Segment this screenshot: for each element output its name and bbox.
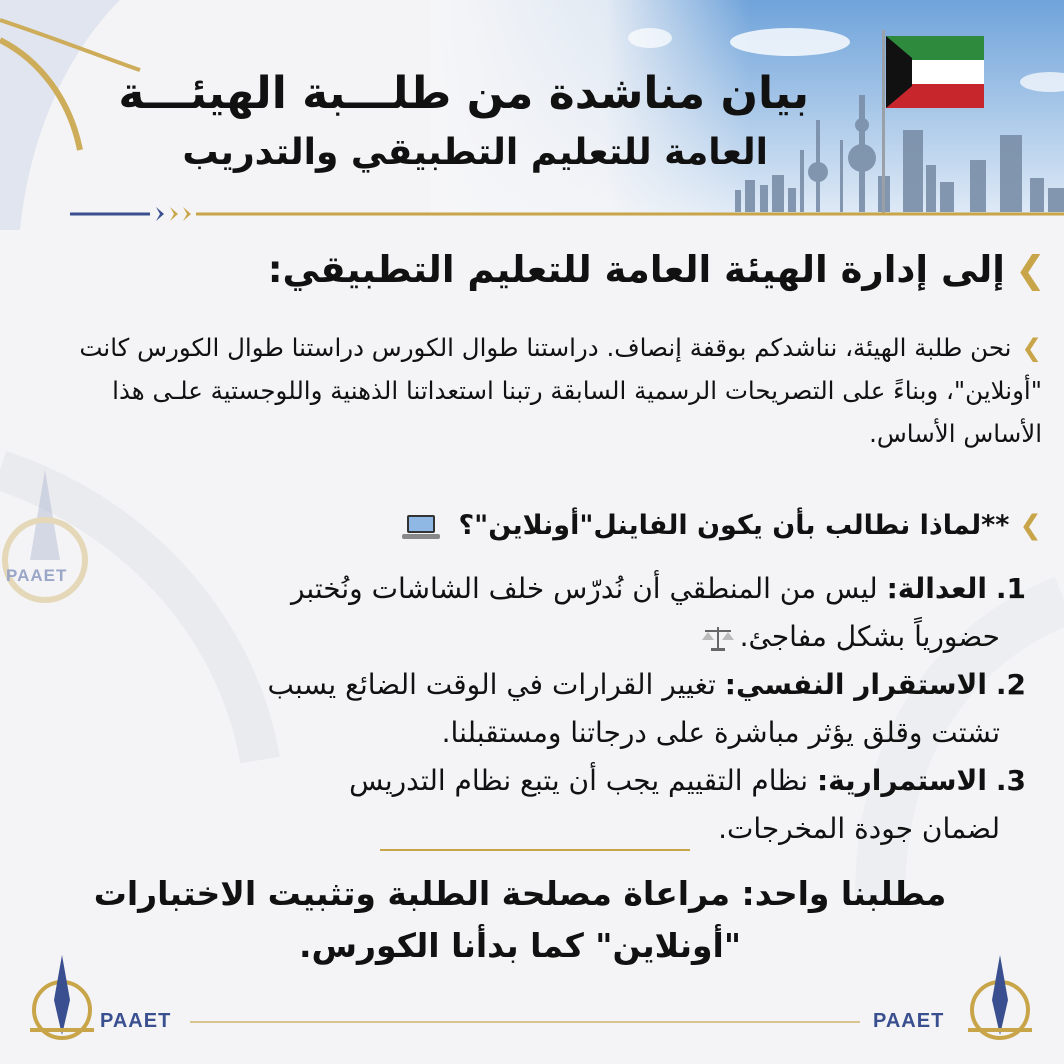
bullet-chevron-icon: ❯	[1014, 248, 1046, 291]
reason-label: الاستقرار النفسي:	[724, 668, 987, 701]
paaet-watermark-text: PAAET	[6, 566, 68, 585]
bullet-chevron-icon: ❯	[1019, 510, 1042, 541]
list-item	[36, 757, 1026, 853]
demand-line1: مطلبنا واحد: مراعاة مصلحة الطلبة وتثبيت الاختبارات	[93, 874, 947, 913]
paaet-logo-text-right: PAAET	[873, 1010, 945, 1032]
appeal-paragraph	[32, 326, 1042, 455]
appeal-paragraph-text: نحن طلبة الهيئة، نناشدكم بوقفة إنصاف. دراستنا طوال الكورس دراستنا طوال الكورس كانت "أونلاين"، وبناءً على التصريحات الرسمية السابقة رتبنا استعداتنا الذهنية واللوجستية علـى هذا الأساس الأساس.	[79, 333, 1042, 448]
reason-number: 2.	[995, 668, 1026, 701]
reason-continuation: حضورياً بشكل مفاجئ.	[739, 620, 1000, 653]
list-item	[36, 661, 1026, 757]
paaet-logo-text-left: PAAET	[100, 1010, 172, 1032]
question-text: **لماذا نطالب بأن يكون الفاينل"أونلاين"؟	[458, 510, 1010, 541]
reasons-list	[36, 565, 1026, 853]
reason-number: 3.	[995, 764, 1026, 797]
section-divider	[380, 849, 690, 851]
reason-text: ليس من المنطقي أن نُدرّس خلف الشاشات ونُختبر	[290, 572, 878, 605]
reason-text: تغيير القرارات في الوقت الضائع يسبب	[267, 668, 716, 701]
demand-line2: "أونلاين" كما بدأنا الكورس.	[298, 926, 742, 965]
question-heading	[401, 510, 1042, 541]
page-title-line2: العامة للتعليم التطبيقي والتدريب	[182, 132, 768, 173]
addressee-heading-text: إلى إدارة الهيئة العامة للتعليم التطبيقي:	[267, 248, 1005, 291]
reason-number: 1.	[995, 572, 1026, 605]
page-title-line1: بيان مناشدة من طلـــبة الهيئـــة	[118, 68, 809, 119]
bullet-chevron-icon: ❯	[1021, 333, 1042, 362]
laptop-icon	[401, 513, 441, 541]
reason-label: العدالة:	[886, 572, 987, 605]
scale-icon	[700, 624, 736, 652]
reason-continuation: تشتت وقلق يؤثر مباشرة على درجاتنا ومستقبلنا.	[441, 716, 1000, 749]
reason-continuation: لضمان جودة المخرجات.	[718, 812, 1000, 845]
list-item	[36, 565, 1026, 661]
reason-text: نظام التقييم يجب أن يتبع نظام التدريس	[349, 764, 809, 797]
demand-statement	[40, 868, 1000, 972]
reason-label: الاستمرارية:	[816, 764, 987, 797]
addressee-heading	[60, 248, 1046, 291]
